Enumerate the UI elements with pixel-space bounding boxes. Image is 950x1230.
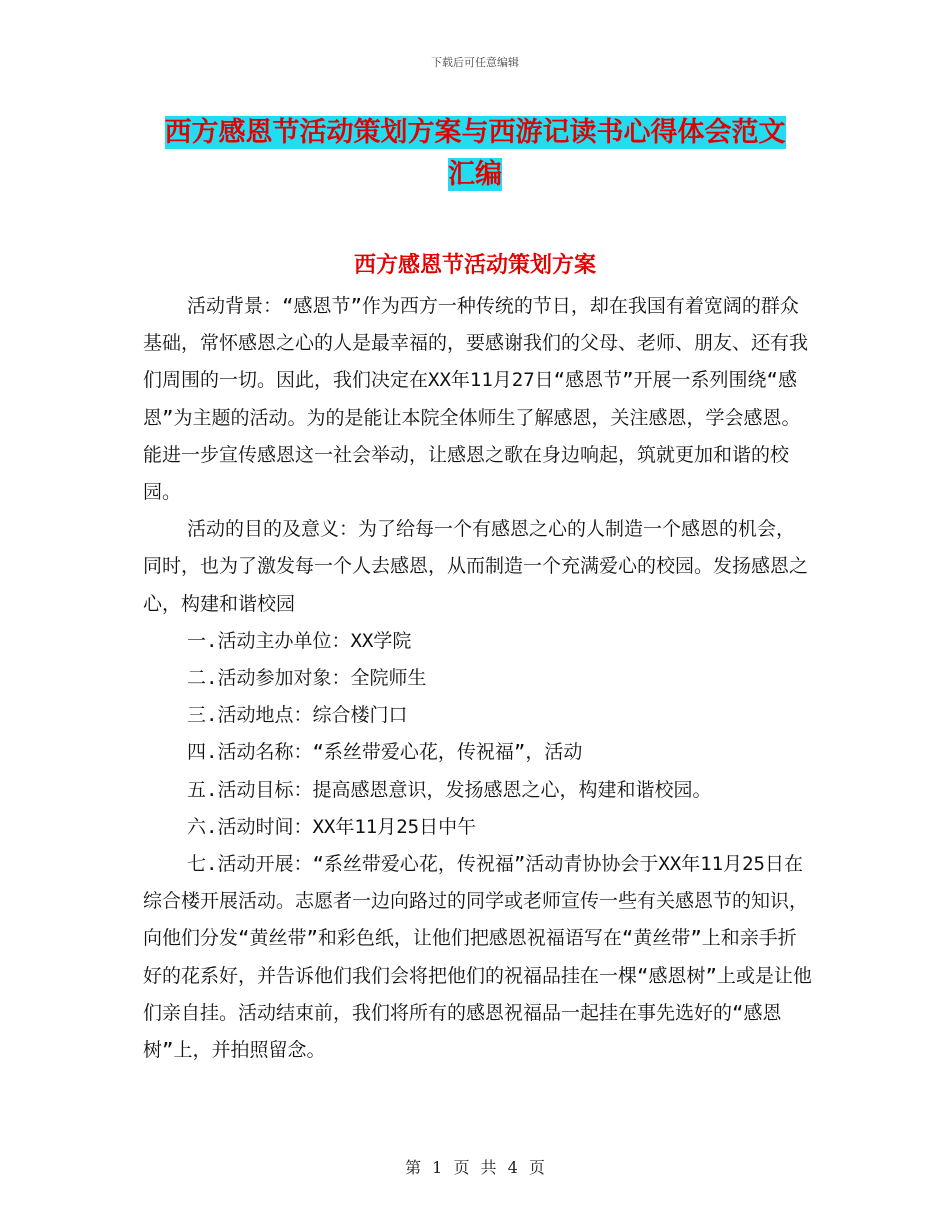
document-title [0, 112, 950, 196]
paragraph-purpose: 活动的目的及意义：为了给每一个有感恩之心的人制造一个感恩的机会，同时，也为了激发每一个人去感恩，从而制造一个充满爱心的校园。发扬感恩之心，构建和谐校园 [143, 518, 809, 615]
paragraph-activity: 七.活动开展：“系丝带爱心花，传祝福”活动青协协会于XX年11月25日在综合楼开展活动。志愿者一边向路过的同学或老师宣传一些有关感恩节的知识，向他们分发“黄丝带”和彩色纸，让他们把感恩祝福语写在“黄丝带”上和亲手折好的花系好，并告诉他们我们会将把他们的祝福品挂在一棵“感恩树”上或是让他们亲自挂。活动结束前，我们将所有的感恩祝福品一起挂在事先选好的“感恩树”上，并拍照留念。 [143, 853, 812, 1062]
list-item: 四.活动名称：“系丝带爱心花，传祝福”，活动 [187, 741, 583, 764]
list-item: 一.活动主办单位：XX学院 [187, 629, 412, 652]
document-title-line-2: 汇编 [448, 159, 502, 190]
paragraph-background: 活动背景：“感恩节”作为西方一种传统的节日，却在我国有着宽阔的群众基础，常怀感恩之心的人是最幸福的，要感谢我们的父母、老师、朋友、还有我们周围的一切。因此，我们决定在XX年11月27日“感恩节”开展一系列围绕“感恩”为主题的活动。为的是能让本院全体师生了解感恩，关注感恩，学会感恩。能进一步宣传感恩这一社会举动，让感恩之歌在身边响起，筑就更加和谐的校园。 [143, 295, 809, 504]
list-item: 三.活动地点：综合楼门口 [187, 704, 408, 727]
header-note: 下载后可任意编辑 [431, 56, 519, 69]
document-title-line-1: 西方感恩节活动策划方案与西游记读书心得体会范文 [164, 117, 786, 148]
list-item: 五.活动目标：提高感恩意识，发扬感恩之心，构建和谐校园。 [187, 778, 712, 801]
body-text [143, 288, 813, 1069]
page-number-footer: 第 1 页 共 4 页 [405, 1158, 545, 1177]
list-item: 六.活动时间：XX年11月25日中午 [187, 815, 477, 838]
section-title: 西方感恩节活动策划方案 [353, 252, 596, 278]
list-item: 二.活动参加对象：全院师生 [187, 667, 427, 690]
